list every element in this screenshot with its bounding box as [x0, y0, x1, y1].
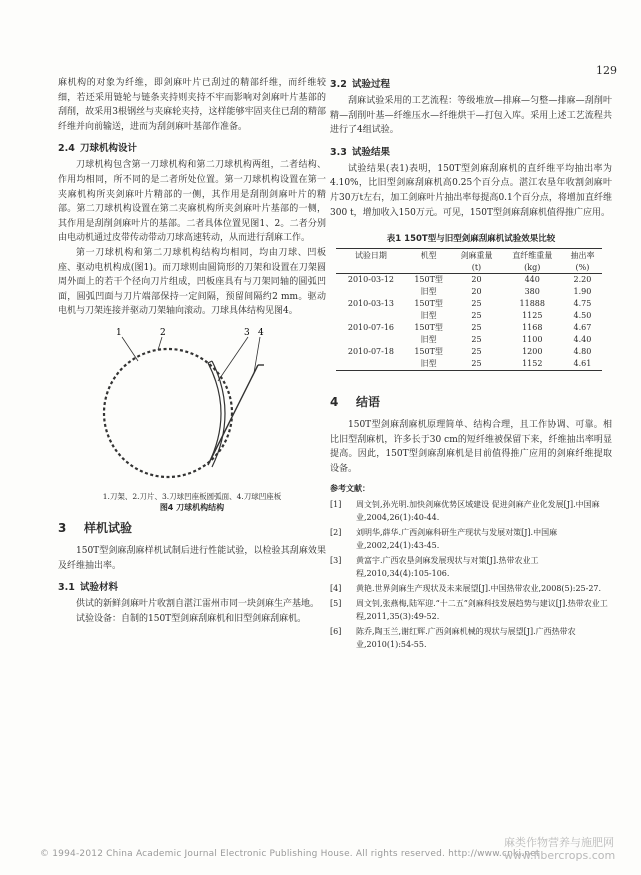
- table-header: 直纤维重量: [502, 249, 563, 263]
- table-header: 试验日期: [336, 249, 406, 263]
- table-row: [336, 310, 602, 322]
- table-row: [336, 334, 602, 346]
- site-watermark: [504, 836, 615, 862]
- table-cell: 150T型: [414, 323, 443, 333]
- section-title: 试验材料: [80, 582, 119, 594]
- paragraph-prototype-test: 150T型剑麻刮麻样机试制后进行性能试验，以检验其刮麻效果及纤维抽出率。: [58, 545, 326, 571]
- table-unit: (%): [563, 262, 602, 274]
- table-cell: 1100: [522, 335, 543, 345]
- section-4-heading: [330, 393, 612, 410]
- section-3-2-heading: [330, 76, 612, 90]
- table-cell: [336, 358, 406, 371]
- table-cell: 2010-07-16: [347, 323, 394, 333]
- section-number: 4: [330, 395, 339, 410]
- paragraph-materials: 供试的新鲜剑麻叶片收割自湛江雷州市同一块剑麻生产基地。: [76, 599, 320, 610]
- section-number: 3: [58, 520, 67, 535]
- table-unit: (kg): [502, 262, 563, 274]
- section-3-3-heading: [330, 144, 612, 158]
- table-cell: 25: [471, 299, 482, 309]
- figure-parts-legend: 1.刀架、2.刀片、3.刀球凹座板圆弧面、4.刀球凹座板: [102, 491, 282, 501]
- table-cell: 4.40: [573, 335, 592, 345]
- table-cell: 11888: [519, 299, 545, 309]
- right-column: [330, 76, 612, 653]
- references-list: [330, 498, 612, 651]
- table-cell: 1152: [502, 358, 563, 371]
- table-cell: 4.67: [573, 323, 592, 333]
- table-cell: 25: [471, 347, 482, 357]
- table-cell: 20: [471, 287, 482, 297]
- table-cell: [336, 310, 406, 322]
- paragraph-conclusion: 150T型剑麻刮麻机原理简单、结构合理，且工作协调、可靠。相比旧型刮麻机，许多长于30 cm的短纤维被保留下来，纤维抽出率明显提高。因此，150T型剑麻刮麻机是目前值得推广应用的剑麻纤维提取设备。: [330, 420, 612, 474]
- table-cell: 2010-07-18: [347, 347, 394, 357]
- table-unit: [406, 262, 451, 274]
- figure-caption: 图4 刀球机构结构: [159, 502, 225, 512]
- table-cell: 旧型: [420, 287, 437, 297]
- paragraph-equipment: 试验设备：自制的150T型剑麻刮麻机和旧型剑麻刮麻机。: [76, 613, 307, 624]
- paragraph-results: 试验结果(表1)表明，150T型剑麻刮麻机的直纤维平均抽出率为4.10%，比旧型剑麻刮麻机高0.25个百分点。湛江农垦年收割剑麻叶片30万t左右，加工剑麻叶片抽出率每提高0.1个百分点，将增加直纤维300 t，增加收入150万元。可见，150T型剑麻刮麻机值得推广应用。: [330, 163, 612, 218]
- watermark-line: 麻类作物营养与施肥网: [504, 836, 614, 849]
- section-2-4-heading: [58, 140, 326, 154]
- table-row: [336, 358, 602, 371]
- table-header: 剑麻重量: [451, 249, 501, 263]
- table-cell: 150T型: [414, 347, 443, 357]
- page-number: 129: [596, 64, 617, 77]
- table-cell: 25: [451, 358, 501, 371]
- watermark-line: www.fibercrops.com: [504, 849, 616, 862]
- table-row: [336, 286, 602, 298]
- table-unit: [336, 262, 406, 274]
- table-row: [336, 322, 602, 334]
- reference-text: 陈乔,陶玉兰,谢红辉.广西剑麻机械的现状与展望[J].广西热带农业,2010(1):54-55.: [356, 626, 576, 649]
- reference-number: [2]: [330, 527, 342, 537]
- table-cell: 440: [524, 275, 540, 285]
- reference-number: [5]: [330, 598, 342, 608]
- reference-number: [6]: [330, 626, 342, 636]
- table-cell: 4.50: [573, 311, 592, 321]
- table-row: [336, 346, 602, 358]
- table-cell: 25: [471, 311, 482, 321]
- reference-item: [330, 526, 612, 552]
- reference-text: 黄富宇.广西农垦剑麻发展现状与对策[J].热带农业工程,2010,34(4):105-106.: [356, 555, 539, 578]
- reference-text: 周文钊,孙光明.加快剑麻优势区域建设 促进剑麻产业化发展[J].中国麻业,2004,26(1):40-44.: [356, 499, 600, 522]
- reference-item: [330, 554, 612, 580]
- table-cell: 150T型: [414, 299, 443, 309]
- table-header: 抽出率: [563, 249, 602, 263]
- paragraph-knife-ball-intro: 刀球机构包含第一刀球机构和第二刀球机构两组，二者结构、作用均相同，所不同的是二者所处位置。第一刀球机构设置在第一夹麻机构所夹剑麻叶片精部的一侧，其作用是刮削剑麻叶片的精部。第二刀球机构设置在第二夹麻机构所夹剑麻叶片基部的一侧，其作用是刮削剑麻叶片的基部。二者具体位置见图1、2。二者分别由电动机通过皮带传动带动刀球高速转动，从而进行刮麻工作。: [58, 160, 326, 244]
- reference-item: [330, 597, 612, 623]
- reference-text: 黄艳.世界剑麻生产现状及未来展望[J].中国热带农业,2008(5):25-27.: [356, 583, 602, 593]
- table-cell: 4.75: [573, 299, 592, 309]
- section-3-heading: [58, 519, 326, 536]
- section-number: 3.3: [330, 146, 347, 158]
- table-cell: 4.80: [573, 347, 592, 357]
- table-cell: 1125: [522, 311, 543, 321]
- table-row: [336, 274, 602, 287]
- table-cell: 2010-03-12: [347, 275, 394, 285]
- reference-number: [4]: [330, 583, 342, 593]
- knife-ball-drawing: [58, 325, 326, 485]
- results-table: [336, 248, 602, 371]
- table-cell: 1168: [522, 323, 543, 333]
- reference-text: 周文钊,张燕梅,陆军迎.“十二五”剑麻科技发展趋势与建议[J].热带农业工程,2011,35(3):49-52.: [356, 598, 608, 621]
- table-cell: 4.61: [563, 358, 602, 371]
- section-title: 刀球机构设计: [80, 143, 138, 155]
- label-1: 1: [116, 327, 122, 338]
- table-header: 机型: [406, 249, 451, 263]
- section-3-1-heading: [58, 579, 326, 593]
- table-cell: 150T型: [414, 275, 443, 285]
- reference-item: [330, 625, 612, 651]
- table-cell: [336, 286, 406, 298]
- table-row: [336, 298, 602, 310]
- table-cell: 旧型: [420, 311, 437, 321]
- section-title: 试验过程: [352, 79, 391, 90]
- section-number: 2.4: [58, 143, 75, 155]
- table-cell: 380: [524, 287, 540, 297]
- table-body: [336, 274, 602, 371]
- table-cell: 2010-03-13: [347, 299, 394, 309]
- section-title: 样机试验: [84, 520, 133, 535]
- table-cell: 20: [471, 275, 482, 285]
- table-unit: (t): [451, 262, 501, 274]
- table-cell: 1200: [522, 347, 543, 357]
- table-cell: 旧型: [406, 358, 451, 371]
- references-heading: 参考文献：: [330, 483, 370, 493]
- table-cell: 旧型: [420, 335, 437, 345]
- table-cell: [336, 334, 406, 346]
- paragraph-process: 刮麻试验采用的工艺流程：等级堆放—排麻—匀整—排麻—刮削叶精—刮削叶基—纤维压水—纤维烘干—打包入库。采用上述工艺流程共进行了4组试验。: [330, 96, 612, 136]
- table-cell: 2.20: [573, 275, 592, 285]
- paragraph-knife-ball-structure: 第一刀球机构和第二刀球机构结构均相同，均由刀球、凹板座、驱动电机构成(图1)。而刀球则由圆筒形的刀架和设置在刀架圆周外面上的若干个径向刀片组成，凹板座具有与刀架同轴的圆弧凹面，圆弧凹面与刀片端部保持一定间隔，预留间隔约2 mm。驱动电机与刀架连接并驱动刀架轴向滚动。刀球具体结构见图4。: [58, 247, 326, 317]
- label-4: 4: [258, 327, 264, 338]
- paragraph-continuation: 麻机构的对象为纤维，即剑麻叶片已刮过的精部纤维，而纤维较细，若还采用链轮与链条夹持则夹持不牢而影响对剑麻叶片基部的刮削，故采用3根钢丝与夹麻轮夹持，这样能够牢固夹住已刮的精部纤维并向前输送，进而为刮剑麻叶基部作准备。: [58, 78, 326, 132]
- left-column: [58, 76, 326, 626]
- section-title: 结语: [356, 395, 381, 410]
- reference-text: 刘明华,薛华.广西剑麻科研生产现状与发展对策[J].中国麻业,2002,24(1):43-45.: [356, 527, 558, 550]
- reference-number: [1]: [330, 499, 342, 509]
- table-cell: 25: [471, 335, 482, 345]
- figure-4: [58, 325, 326, 512]
- reference-item: [330, 498, 612, 524]
- copyright-footer: © 1994-2012 China Academic Journal Electronic Publishing House. All rights reserved. http://www.cnki.net: [40, 849, 540, 859]
- table-cell: 25: [471, 323, 482, 333]
- section-number: 3.1: [58, 582, 75, 594]
- table-cell: 1.90: [573, 287, 592, 297]
- reference-item: [330, 582, 612, 595]
- label-3: 3: [244, 327, 250, 338]
- reference-number: [3]: [330, 555, 342, 565]
- section-number: 3.2: [330, 79, 347, 90]
- table-caption: 表1 150T型与旧型剑麻刮麻机试验效果比较: [386, 234, 556, 245]
- section-title: 试验结果: [352, 146, 391, 158]
- label-2: 2: [160, 327, 166, 338]
